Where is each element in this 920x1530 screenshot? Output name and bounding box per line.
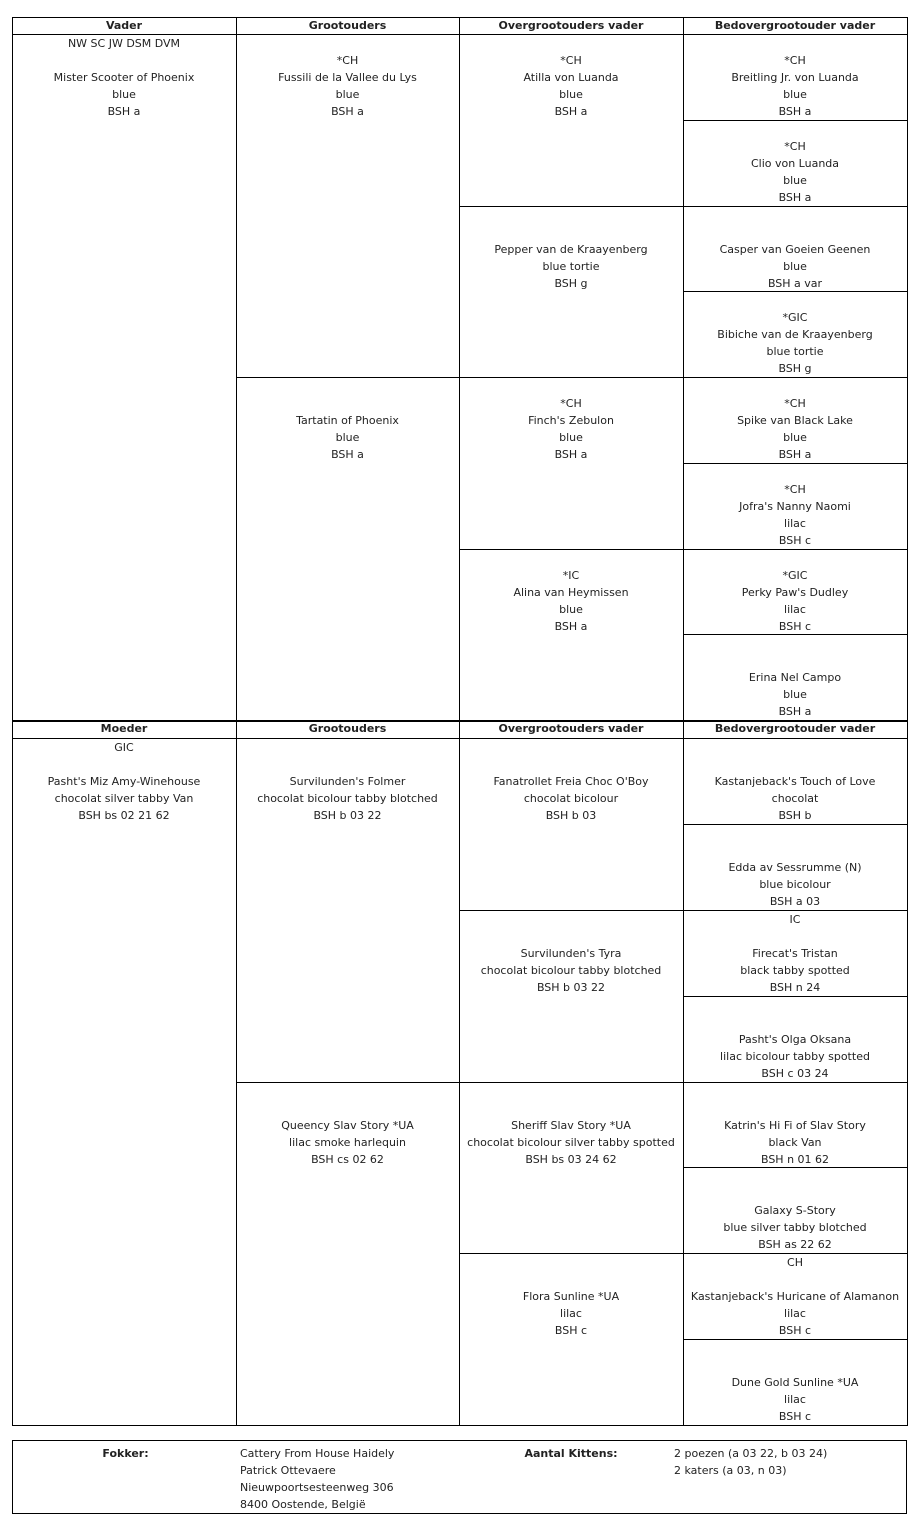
cell-line: BSH g [554,276,588,290]
cell-line: BSH bs 02 21 62 [78,809,170,822]
cell-line: Jofra's Nanny Naomi [739,499,851,513]
cell-line: Finch's Zebulon [528,414,614,427]
cell-line: Bibiche van de Kraayenberg [717,328,873,342]
grandparent-cell [236,35,459,378]
cell-line: Erina Nel Campo [748,671,842,685]
breeder-line: 8400 Oostende, België [240,1498,366,1511]
cell-line [236,756,459,773]
cell-line: Alina van Heymissen [513,585,629,599]
cell-line: BSH c 03 24 [761,1066,829,1080]
cell-line: Kastanjeback's Huricane of Alamanon [690,1290,900,1304]
cell-line: BSH b 03 22 [536,980,606,994]
great-grandparent-cell [459,550,683,722]
grid-line [683,824,907,825]
cell-line [12,52,236,69]
grid-line [459,1082,683,1083]
cell-line: BSH bs 03 24 62 [525,1152,617,1166]
cell-line: Firecat's Tristan [752,946,838,960]
grid-line [683,1253,907,1254]
cell-line: blue [783,173,807,187]
great-great-grandparent-cell [683,635,907,721]
cell-line [683,550,907,567]
breeder-address [240,1445,470,1513]
cell-line [459,1254,683,1271]
cell-line: *CH [560,397,582,410]
great-great-grandparent-cell [683,997,907,1083]
cell-line: black Van [768,1135,822,1149]
kittens-line: 2 katers (a 03, n 03) [674,1464,787,1477]
cell-line: BSH a [778,105,812,118]
great-grandparent-cell [459,207,683,379]
cell-line: BSH a [554,105,588,118]
breeder-line: Cattery From House Haidely [240,1447,395,1460]
cell-line [683,1340,907,1357]
cell-line: Fussili de la Vallee du Lys [278,71,417,84]
column-header: Moeder [100,722,148,735]
grid-line [236,377,459,378]
cell-line: chocolat bicolour [523,792,619,805]
cell-line: *CH [784,54,806,67]
column-header: Grootouders [308,722,387,735]
grid-line [236,1082,459,1083]
column-header: Overgrootouders vader [498,722,644,735]
grid-line [683,549,907,550]
grid-line [683,17,684,1426]
cell-line [236,35,459,52]
cell-line: *CH [784,397,806,410]
great-great-grandparent-cell [683,207,907,293]
cell-line: BSH b 03 22 [313,809,382,822]
grandparent-cell [236,378,459,721]
cell-line [236,378,459,395]
cell-line: Queency Slav Story *UA [281,1118,414,1132]
cell-line [683,1100,907,1117]
cell-line: blue [559,602,583,616]
cell-line: BSH g [778,362,812,376]
cell-line: BSH c [778,619,812,633]
cell-line [459,224,683,241]
grid-line [683,1339,907,1340]
grid-line [683,120,907,121]
great-grandparent-cell [459,911,683,1083]
cell-line: chocolat bicolour silver tabby spotted [467,1135,675,1149]
grid-line [459,377,683,378]
cell-line: Edda av Sessrumme (N) [728,860,862,874]
great-great-grandparent-cell [683,378,907,464]
parent-cell [12,739,236,1426]
cell-line: CH [787,1256,803,1270]
cell-line: Mister Scooter of Phoenix [53,71,195,84]
cell-line [683,1185,907,1202]
cell-line: blue tortie [766,345,824,359]
grandparent-cell [236,739,459,1083]
cell-line: Sheriff Slav Story *UA [511,1118,631,1132]
great-grandparent-cell [459,739,683,911]
cell-line: Tartatin of Phoenix [296,414,399,427]
cell-line: blue [335,431,360,444]
cell-line: *CH [560,54,582,67]
cell-line: Survilunden's Folmer [289,775,406,788]
great-great-grandparent-cell [683,1340,907,1426]
cell-line: lilac [784,1393,806,1407]
grid-line [459,1253,683,1254]
cell-line: BSH a 03 [769,894,821,908]
cell-line: *IC [562,568,580,582]
great-great-grandparent-cell [683,1168,907,1254]
cell-line: BSH a [107,105,141,118]
cell-line: Flora Sunline *UA [522,1290,620,1304]
cell-line: IC [789,912,801,926]
great-great-grandparent-cell [683,739,907,825]
cell-line: BSH a [331,448,364,461]
cell-line: Clio von Luanda [750,156,840,170]
grid-line [683,1082,907,1083]
cell-line: NW SC JW DSM DVM [67,37,181,50]
cell-line: BSH cs 02 62 [311,1152,384,1166]
great-great-grandparent-cell [683,550,907,636]
cell-line: blue silver tabby blotched [723,1221,867,1235]
cell-line: blue tortie [542,259,600,273]
cell-line [683,378,907,395]
cell-line: BSH as 22 62 [758,1238,832,1252]
cell-line: Katrin's Hi Fi of Slav Story [724,1118,866,1132]
breeder-line: Patrick Ottevaere [240,1464,336,1477]
great-grandparent-cell [459,1083,683,1255]
cell-line: Kastanjeback's Touch of Love [714,775,876,788]
cell-line: *CH [784,482,806,496]
cell-line: Galaxy S-Story [754,1204,836,1218]
grid-line [683,291,907,292]
cell-line [683,1271,907,1288]
cell-line: blue bicolour [759,877,831,891]
great-great-grandparent-cell [683,825,907,911]
cell-line [683,292,907,309]
grid-line [459,17,460,1426]
cell-line: Pasht's Olga Oksana [738,1032,852,1046]
column-header: Bedovergrootouder vader [714,19,876,32]
cell-line: BSH a [331,105,364,118]
cell-line [459,739,683,756]
column-header: Vader [105,19,143,32]
great-great-grandparent-cell [683,1254,907,1340]
cell-line: blue [559,431,583,444]
cell-line [683,121,907,138]
cell-line: BSH n 24 [769,980,821,994]
cell-line: lilac [784,602,806,616]
cell-line: Breitling Jr. von Luanda [731,71,859,84]
cell-line: Casper van Goeien Geenen [719,242,871,256]
cell-line: BSH c [554,1324,588,1338]
cell-line [683,224,907,241]
breeder-line: Nieuwpoortsesteenweg 306 [240,1481,394,1494]
cell-line [683,1083,907,1100]
cell-line: BSH c [778,533,812,547]
cell-line: Spike van Black Lake [737,414,853,427]
cell-line: BSH b [778,809,812,822]
cell-line: BSH a [778,448,812,461]
cell-line [236,1100,459,1117]
grid-line [459,549,683,550]
cell-line [683,739,907,756]
cell-line: Atilla von Luanda [523,71,619,84]
cell-line: *CH [336,54,359,67]
cell-line: blue [783,259,807,273]
cell-line: *GIC [782,311,808,325]
cell-line [683,1014,907,1031]
cell-line [459,1100,683,1117]
cell-line [459,1083,683,1100]
breeder-box [12,1440,907,1514]
cell-line [459,550,683,567]
great-great-grandparent-cell [683,121,907,207]
cell-line: lilac smoke harlequin [289,1135,406,1149]
cell-line: *GIC [782,568,808,582]
cell-line [459,1271,683,1288]
column-header: Bedovergrootouder vader [714,722,876,735]
cell-line: Pasht's Miz Amy-Winehouse [47,775,201,788]
cell-line: blue [112,88,136,101]
grid-line [683,377,907,378]
cell-line: lilac [784,516,806,530]
cell-line [236,1083,459,1100]
column-header: Overgrootouders vader [498,19,644,32]
cell-line: lilac bicolour tabby spotted [720,1049,870,1063]
cell-line: blue [335,88,360,101]
cell-line [683,997,907,1014]
great-great-grandparent-cell [683,911,907,997]
grid-line [683,1167,907,1168]
cell-line [683,928,907,945]
grid-line [236,17,237,1426]
cell-line: chocolat bicolour tabby blotched [480,963,662,977]
cell-line [459,756,683,773]
breeder-label: Fokker: [102,1447,149,1460]
cell-line: BSH a [778,190,812,204]
cell-line: Perky Paw's Dudley [741,585,849,599]
cell-line [683,1357,907,1374]
grid-line [459,206,683,207]
kittens-line: 2 poezen (a 03 22, b 03 24) [674,1447,828,1460]
cell-line: blue [783,431,807,444]
cell-line [683,842,907,859]
cell-line: BSH c [778,1410,812,1424]
cell-line: lilac [784,1307,806,1321]
cell-line: blue [783,88,807,101]
grid-line [459,910,683,911]
cell-line: BSH a [778,705,812,719]
cell-line [459,378,683,395]
great-great-grandparent-cell [683,292,907,378]
cell-line: BSH n 01 62 [760,1152,830,1166]
cell-line [459,35,683,52]
grid-line [12,17,13,1426]
great-grandparent-cell [459,35,683,207]
cell-line: chocolat [771,792,819,805]
cell-line [683,207,907,224]
cell-line: Dune Gold Sunline *UA [731,1376,859,1390]
great-grandparent-cell [459,1254,683,1426]
cell-line [683,1168,907,1185]
cell-line: blue [783,688,807,702]
cell-line: Pepper van de Kraayenberg [494,242,648,256]
grid-line [683,463,907,464]
parent-cell [12,35,236,721]
cell-line [683,652,907,669]
grandparent-cell [236,1083,459,1427]
cell-line [683,35,907,52]
column-header: Grootouders [308,19,387,32]
cell-line [683,464,907,481]
grid-line [683,206,907,207]
cell-line: BSH a [554,448,588,461]
cell-line: BSH a var [767,276,823,290]
great-great-grandparent-cell [683,1083,907,1169]
cell-line: GIC [114,741,134,754]
cell-line [683,825,907,842]
cell-line [236,739,459,756]
cell-line: lilac [560,1307,582,1321]
great-grandparent-cell [459,378,683,550]
cell-line: *CH [784,139,806,153]
grid-line [683,996,907,997]
cell-line [683,756,907,773]
cell-line: BSH b 03 [545,809,597,822]
cell-line [12,756,236,773]
cell-line: BSH c [778,1324,812,1338]
cell-line: chocolat silver tabby Van [54,792,194,805]
grid-line [683,634,907,635]
great-great-grandparent-cell [683,35,907,121]
cell-line: Fanatrollet Freia Choc O'Boy [493,775,649,788]
kittens-info [674,1445,904,1479]
cell-line: chocolat bicolour tabby blotched [257,792,438,805]
cell-line: blue [559,88,583,101]
cell-line: black tabby spotted [740,963,850,977]
cell-line: BSH a [554,619,588,633]
cell-line [459,911,683,928]
cell-line: Survilunden's Tyra [520,946,622,960]
cell-line [459,928,683,945]
grid-line [907,17,908,1426]
cell-line [236,395,459,412]
great-great-grandparent-cell [683,464,907,550]
kittens-label: Aantal Kittens: [524,1447,618,1460]
cell-line [459,207,683,224]
grid-line [683,910,907,911]
cell-line [683,635,907,652]
